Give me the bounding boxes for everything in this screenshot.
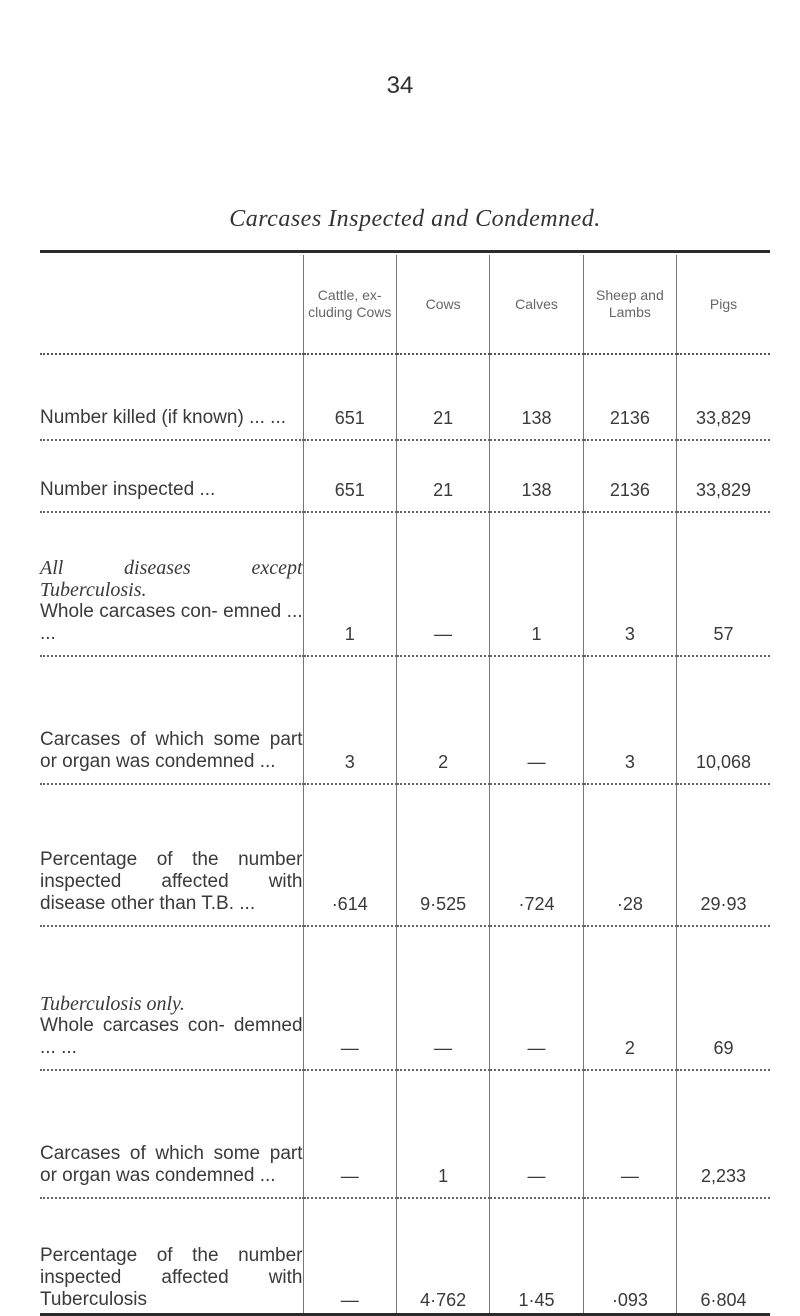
cell-pigs: 6·804 bbox=[677, 1198, 770, 1313]
table-top-rule bbox=[40, 250, 770, 253]
cell-sheep: ·093 bbox=[583, 1198, 676, 1313]
table-row bbox=[40, 656, 770, 784]
header-blank bbox=[40, 255, 303, 354]
cell-cattle: 1 bbox=[303, 512, 396, 656]
page-number: 34 bbox=[386, 72, 414, 99]
cell-cattle: — bbox=[303, 926, 396, 1070]
row-label-text: Number killed (if known) ... ... bbox=[40, 407, 287, 428]
row-label bbox=[40, 512, 303, 656]
column-header-cows: Cows bbox=[396, 255, 489, 354]
cell-pigs: 33,829 bbox=[677, 440, 770, 512]
cell-sheep: ·28 bbox=[583, 784, 676, 926]
cell-cattle: — bbox=[303, 1198, 396, 1313]
cell-cows: 4·762 bbox=[396, 1198, 489, 1313]
column-header-pigs: Pigs bbox=[677, 255, 770, 354]
cell-pigs: 57 bbox=[677, 512, 770, 656]
row-label-text: Percentage of the number inspected affected with Tuberculosis bbox=[40, 1245, 303, 1310]
cell-pigs: 33,829 bbox=[677, 354, 770, 440]
cell-calves: — bbox=[490, 656, 583, 784]
column-header-cattle: Cattle, ex- cluding Cows bbox=[303, 255, 396, 354]
table-title: Carcases Inspected and Condemned. bbox=[229, 206, 601, 232]
row-label bbox=[40, 656, 303, 784]
row-label bbox=[40, 440, 303, 512]
row-label bbox=[40, 1198, 303, 1313]
column-header-calves: Calves bbox=[490, 255, 583, 354]
cell-pigs: 2,233 bbox=[677, 1070, 770, 1198]
cell-sheep: 2136 bbox=[583, 354, 676, 440]
cell-pigs: 10,068 bbox=[677, 656, 770, 784]
cell-sheep: — bbox=[583, 1070, 676, 1198]
inspection-table bbox=[40, 255, 770, 1313]
table-row bbox=[40, 354, 770, 440]
cell-cows: 21 bbox=[396, 440, 489, 512]
cell-cattle: ·614 bbox=[303, 784, 396, 926]
header-row bbox=[40, 255, 770, 354]
column-header-sheep: Sheep and Lambs bbox=[583, 255, 676, 354]
cell-sheep: 2 bbox=[583, 926, 676, 1070]
cell-sheep: 2136 bbox=[583, 440, 676, 512]
cell-pigs: 69 bbox=[677, 926, 770, 1070]
table-row bbox=[40, 440, 770, 512]
table-row bbox=[40, 1198, 770, 1313]
cell-sheep: 3 bbox=[583, 512, 676, 656]
row-label bbox=[40, 354, 303, 440]
cell-calves: — bbox=[490, 1070, 583, 1198]
row-label bbox=[40, 926, 303, 1070]
cell-cows: — bbox=[396, 512, 489, 656]
cell-cattle: — bbox=[303, 1070, 396, 1198]
section-heading: Tuberculosis only. bbox=[40, 993, 185, 1015]
cell-calves: ·724 bbox=[490, 784, 583, 926]
row-label-text: Whole carcases con- emned ... ... bbox=[40, 601, 303, 644]
table-row bbox=[40, 926, 770, 1070]
table-row bbox=[40, 784, 770, 926]
cell-calves: — bbox=[490, 926, 583, 1070]
carcases-table bbox=[40, 250, 770, 1316]
cell-cows: 9·525 bbox=[396, 784, 489, 926]
cell-calves: 1 bbox=[490, 512, 583, 656]
cell-sheep: 3 bbox=[583, 656, 676, 784]
row-label bbox=[40, 1070, 303, 1198]
section-heading: All diseases except Tuberculosis. bbox=[40, 557, 303, 601]
cell-cows: 1 bbox=[396, 1070, 489, 1198]
cell-cows: 2 bbox=[396, 656, 489, 784]
row-label-text: Percentage of the number inspected affected with disease other than T.B. ... bbox=[40, 849, 303, 914]
cell-calves: 138 bbox=[490, 354, 583, 440]
cell-pigs: 29·93 bbox=[677, 784, 770, 926]
cell-cattle: 3 bbox=[303, 656, 396, 784]
table-row bbox=[40, 1070, 770, 1198]
cell-calves: 138 bbox=[490, 440, 583, 512]
cell-cattle: 651 bbox=[303, 440, 396, 512]
row-label bbox=[40, 784, 303, 926]
row-label-text: Carcases of which some part or organ was condemned ... bbox=[40, 1143, 303, 1186]
cell-calves: 1·45 bbox=[490, 1198, 583, 1313]
cell-cows: — bbox=[396, 926, 489, 1070]
row-label-text: Whole carcases con- demned ... ... bbox=[40, 1015, 303, 1058]
row-label-text: Carcases of which some part or organ was condemned ... bbox=[40, 729, 303, 772]
table-row bbox=[40, 512, 770, 656]
row-label-text: Number inspected ... bbox=[40, 479, 216, 500]
cell-cows: 21 bbox=[396, 354, 489, 440]
cell-cattle: 651 bbox=[303, 354, 396, 440]
